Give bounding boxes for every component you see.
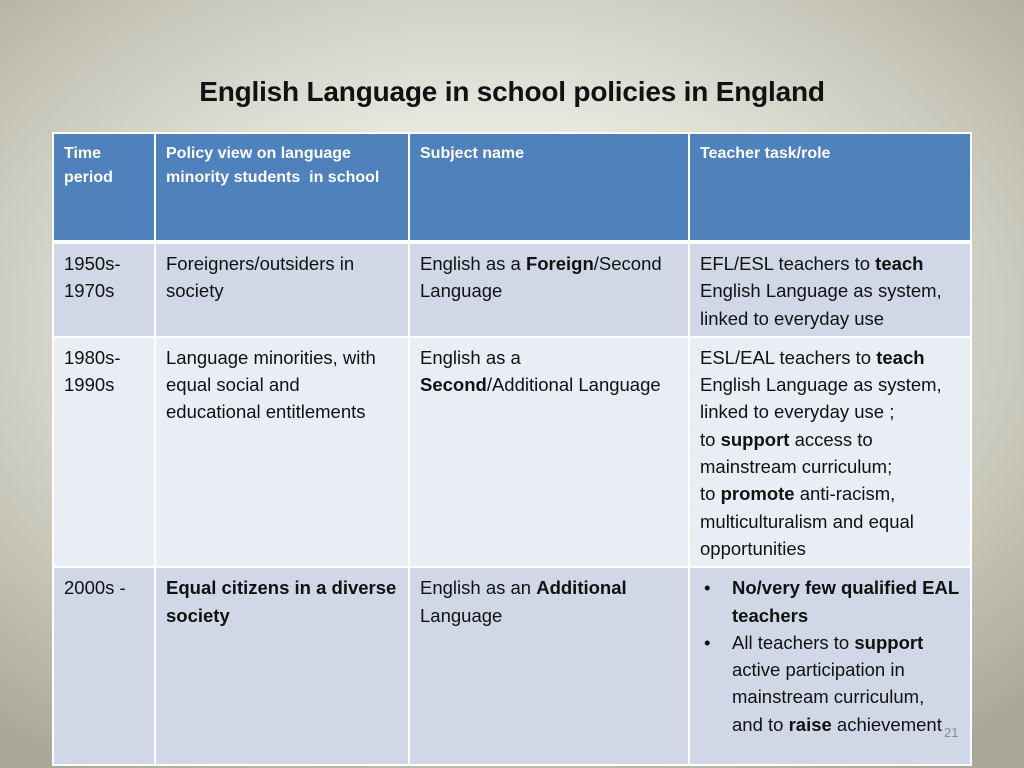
cell-policy-view: Foreigners/outsiders in society (156, 244, 410, 338)
page-number: 21 (944, 725, 959, 740)
header-time-period: Time period (52, 132, 156, 244)
cell-subject-name: English as a Foreign/Second Language (410, 244, 690, 338)
cell-subject-name: English as an Additional Language (410, 568, 690, 766)
table-row (52, 244, 972, 338)
cell-subject-name: English as a Second/Additional Language (410, 338, 690, 568)
bullet-item: • No/very few qualified EAL teachers (700, 574, 960, 629)
table-header-row (52, 132, 972, 244)
table-row (52, 568, 972, 766)
teacher-role-line: to support access to mainstream curriculum; (700, 428, 893, 478)
bullet-item: • All teachers to support active participation in mainstream curriculum, and to raise achievement (700, 629, 960, 738)
cell-time-period: 2000s - (52, 568, 156, 766)
slide-title: English Language in school policies in England (199, 76, 825, 107)
teacher-role-line: ESL/EAL teachers to teach English Language as system, linked to everyday use ; (700, 346, 942, 423)
policy-table (52, 132, 972, 766)
header-subject-name: Subject name (410, 132, 690, 244)
cell-policy-view: Equal citizens in a diverse society (156, 568, 410, 766)
teacher-role-line: to promote anti-racism, multiculturalism and equal opportunities (700, 483, 914, 559)
cell-time-period: 1950s- 1970s (52, 244, 156, 338)
header-teacher-role: Teacher task/role (690, 132, 972, 244)
cell-policy-view: Language minorities, with equal social and educational entitlements (156, 338, 410, 568)
header-policy-view: Policy view on language minority students in school (156, 132, 410, 244)
teacher-role-bullets (700, 574, 960, 738)
table-row (52, 338, 972, 568)
cell-time-period: 1980s- 1990s (52, 338, 156, 568)
cell-teacher-role: EFL/ESL teachers to teach English Language as system, linked to everyday use (690, 244, 972, 338)
cell-teacher-role (690, 568, 972, 766)
cell-teacher-role (690, 338, 972, 568)
